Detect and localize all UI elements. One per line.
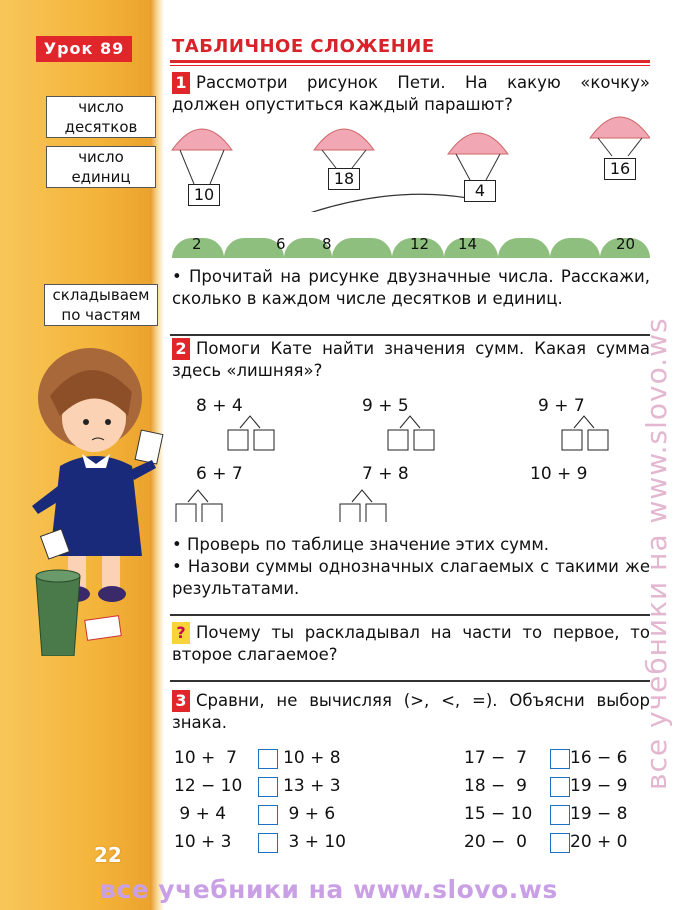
task1-number: 1 <box>172 72 190 94</box>
girl-illustration <box>20 336 170 656</box>
split-diagram <box>340 490 386 522</box>
parachute-tag-2: 18 <box>328 168 360 190</box>
parachute-tag-4: 16 <box>604 158 636 180</box>
task3-prompt <box>172 690 650 734</box>
parachutes-illustration <box>170 112 650 212</box>
parachute-tag-3: 4 <box>464 180 496 202</box>
compare-left-column <box>174 748 384 860</box>
task3-text: Сравни, не вычисляя (>, <, =). Объясни выбор знака. <box>172 691 650 732</box>
task2-bullet-2: • Назови суммы однозначных слагаемых с такими же результатами. <box>172 557 650 598</box>
tens-label: число десятков <box>64 98 138 136</box>
compare-row <box>174 832 384 860</box>
arrow-path <box>256 194 468 212</box>
compare-answer-box[interactable] <box>550 833 570 853</box>
compare-row <box>464 804 654 832</box>
parts-label: складываем по частям <box>52 286 150 324</box>
compare-a: 15 − 10 <box>464 804 533 824</box>
compare-a: 18 − 9 <box>464 776 527 796</box>
split-diagram <box>562 416 608 450</box>
compare-a: 9 + 4 <box>174 804 227 824</box>
tens-label-box <box>46 96 156 138</box>
parachute-tag-1: 10 <box>188 184 220 206</box>
compare-answer-box[interactable] <box>550 749 570 769</box>
bump <box>224 238 284 258</box>
bump-label: 2 <box>192 235 202 253</box>
bump-label: 20 <box>616 235 636 253</box>
task1-text: Рассмотри рисунок Пети. На какую «кочку» должен опуститься каждый парашют? <box>172 73 650 114</box>
compare-row <box>464 832 654 860</box>
compare-b: 19 − 8 <box>570 804 628 824</box>
split-diagram <box>228 416 274 450</box>
task2-prompt <box>172 338 650 382</box>
divider <box>170 680 650 682</box>
compare-b: 13 + 3 <box>283 776 341 796</box>
bottom-watermark: все учебники на www.slovo.ws <box>100 875 558 904</box>
compare-b: 10 + 8 <box>283 748 341 768</box>
page-number: 22 <box>94 843 122 867</box>
task2-bullet-1: • Проверь по таблице значение этих сумм. <box>172 535 550 554</box>
task1-prompt <box>172 72 650 116</box>
compare-a: 12 − 10 <box>174 776 243 796</box>
compare-answer-box[interactable] <box>258 805 278 825</box>
compare-right-column <box>464 748 654 860</box>
bump-label: 6 <box>276 235 286 253</box>
split-diagram <box>388 416 434 450</box>
parachute-2 <box>314 129 374 168</box>
compare-row <box>174 748 384 776</box>
sum-expression: 7 + 8 <box>362 464 409 484</box>
compare-a: 10 + 7 <box>174 748 237 768</box>
title-underline-thin <box>170 65 650 66</box>
compare-b: 3 + 10 <box>283 832 346 852</box>
compare-answer-box[interactable] <box>258 833 278 853</box>
compare-answer-box[interactable] <box>258 749 278 769</box>
bump <box>498 238 550 258</box>
units-label-box <box>46 146 156 188</box>
lesson-badge: Урок 89 <box>36 36 132 62</box>
task1-bullet: • Прочитай на рисунке двузначные числа. Расскажи, сколько в каждом числе десятков и единиц. <box>172 267 650 308</box>
question-icon: ? <box>172 622 190 644</box>
compare-b: 20 + 0 <box>570 832 628 852</box>
divider <box>170 614 650 616</box>
page-title: ТАБЛИЧНОЕ СЛОЖЕНИЕ <box>172 36 435 57</box>
compare-a: 10 + 3 <box>174 832 232 852</box>
question-prompt <box>172 622 650 666</box>
compare-b: 9 + 6 <box>283 804 336 824</box>
compare-answer-box[interactable] <box>550 805 570 825</box>
compare-row <box>464 776 654 804</box>
compare-answer-box[interactable] <box>550 777 570 797</box>
task2-text: Помоги Кате найти значения сумм. Какая сумма здесь «лишняя»? <box>172 339 650 380</box>
sum-expression: 9 + 7 <box>538 396 585 416</box>
split-diagram <box>176 490 222 522</box>
sum-expression: 8 + 4 <box>196 396 243 416</box>
sum-expression: 6 + 7 <box>196 464 243 484</box>
side-watermark: все учебники на www.slovo.ws <box>640 317 673 790</box>
parachute-3 <box>448 133 508 180</box>
ground-strip <box>172 228 650 258</box>
compare-b: 16 − 6 <box>570 748 628 768</box>
compare-a: 20 − 0 <box>464 832 527 852</box>
units-label: число единиц <box>71 148 131 186</box>
bump-label: 12 <box>410 235 430 253</box>
compare-row <box>464 748 654 776</box>
title-underline <box>170 60 650 63</box>
parachute-1 <box>172 129 232 184</box>
bump <box>550 238 600 258</box>
compare-row <box>174 776 384 804</box>
question-text: Почему ты раскладывал на части то первое, то второе слагаемое? <box>172 623 650 664</box>
decomposition-diagrams <box>170 412 650 522</box>
parts-label-box <box>44 284 158 326</box>
bump-label: 8 <box>322 235 332 253</box>
divider <box>170 334 650 336</box>
bump-label: 14 <box>458 235 478 253</box>
compare-row <box>174 804 384 832</box>
compare-b: 19 − 9 <box>570 776 628 796</box>
compare-a: 17 − 7 <box>464 748 527 768</box>
sum-expression: 10 + 9 <box>530 464 588 484</box>
bump <box>332 238 392 258</box>
task3-number: 3 <box>172 690 190 712</box>
task2-number: 2 <box>172 338 190 360</box>
compare-answer-box[interactable] <box>258 777 278 797</box>
sum-expression: 9 + 5 <box>362 396 409 416</box>
